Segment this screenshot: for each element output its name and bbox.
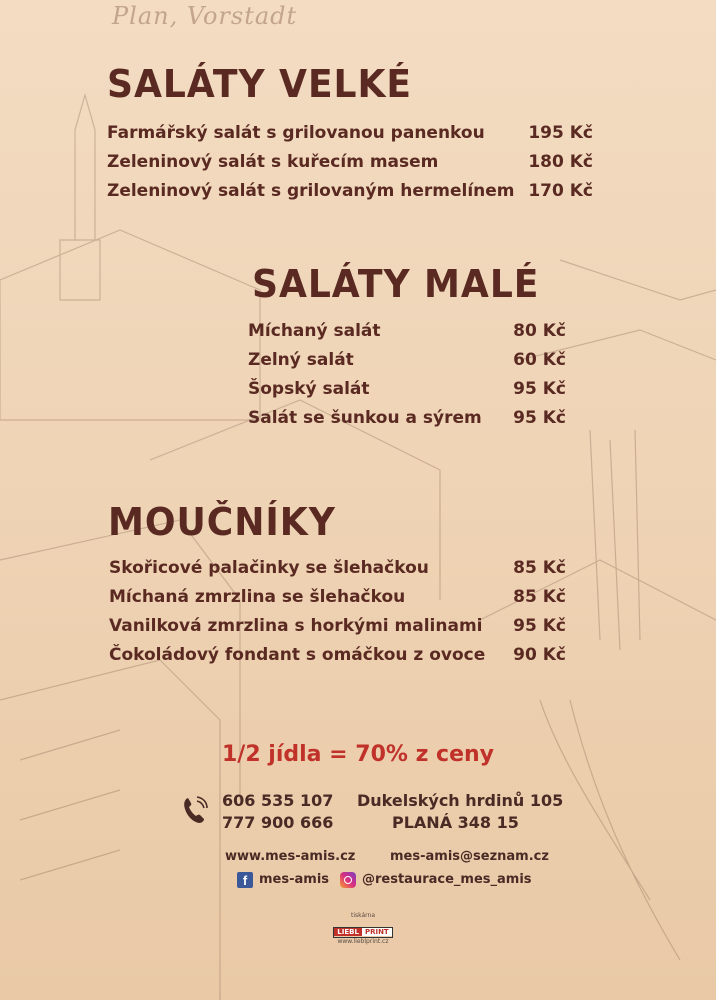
item-price: 85 Kč: [513, 587, 566, 607]
item-price: 180 Kč: [528, 152, 593, 172]
printer-url: www.lieblprint.cz: [337, 938, 389, 945]
menu-item: [109, 558, 566, 587]
menu-item: [248, 321, 566, 350]
email-link[interactable]: mes-amis@seznam.cz: [390, 849, 549, 864]
menu-item: [107, 152, 593, 181]
menu-item: [109, 616, 566, 645]
item-price: 170 Kč: [528, 181, 593, 201]
printer-logo: [333, 927, 392, 938]
menu-item: [248, 379, 566, 408]
menu-item: [107, 123, 593, 152]
instagram-link[interactable]: @restaurace_mes_amis: [362, 872, 532, 887]
phone-number-1[interactable]: 606 535 107: [222, 791, 334, 810]
item-name: Salát se šunkou a sýrem: [248, 408, 482, 428]
item-name: Šopský salát: [248, 379, 370, 399]
item-name: Zelný salát: [248, 350, 354, 370]
facebook-link[interactable]: mes-amis: [259, 872, 330, 887]
printer-logo-part-b: PRINT: [362, 928, 392, 936]
menu-list-salaty-velke: [107, 123, 593, 210]
item-name: Skořicové palačinky se šlehačkou: [109, 558, 429, 578]
phone-number-2[interactable]: 777 900 666: [222, 813, 334, 832]
item-name: Vanilková zmrzlina s horkými malinami: [109, 616, 483, 636]
menu-item: [248, 350, 566, 379]
item-name: Farmářský salát s grilovanou panenkou: [107, 123, 485, 143]
item-price: 60 Kč: [513, 350, 566, 370]
instagram-icon: [340, 872, 356, 888]
item-price: 95 Kč: [513, 616, 566, 636]
address-street: Dukelských hrdinů 105: [357, 791, 564, 810]
printer-logo-part-a: LIEBL: [334, 928, 362, 936]
address-city: PLANÁ 348 15: [392, 813, 519, 832]
background-caption: Plan, Vorstadt: [112, 2, 298, 30]
facebook-icon: f: [237, 872, 253, 888]
promo-half-portion: 1/2 jídla = 70% z ceny: [221, 742, 495, 767]
menu-item: [109, 645, 566, 674]
item-price: 90 Kč: [513, 645, 566, 665]
phone-icon: [182, 795, 208, 825]
menu-item: [107, 181, 593, 210]
website-link[interactable]: www.mes-amis.cz: [225, 849, 356, 864]
item-name: Míchaná zmrzlina se šlehačkou: [109, 587, 406, 607]
item-name: Zeleninový salát s grilovaným hermelínem: [107, 181, 515, 201]
item-name: Čokoládový fondant s omáčkou z ovoce: [109, 645, 486, 665]
item-price: 85 Kč: [513, 558, 566, 578]
item-price: 195 Kč: [528, 123, 593, 143]
item-price: 80 Kč: [513, 321, 566, 341]
item-price: 95 Kč: [513, 379, 566, 399]
menu-item: [248, 408, 566, 437]
section-title-moucniky: MOUČNÍKY: [108, 500, 336, 544]
item-name: Míchaný salát: [248, 321, 381, 341]
menu-item: [109, 587, 566, 616]
section-title-salaty-velke: SALÁTY VELKÉ: [107, 62, 413, 106]
printer-credit: [318, 912, 408, 945]
printer-label: tiskárna: [350, 912, 376, 919]
item-price: 95 Kč: [513, 408, 566, 428]
menu-list-salaty-male: [248, 321, 566, 437]
item-name: Zeleninový salát s kuřecím masem: [107, 152, 439, 172]
section-title-salaty-male: SALÁTY MALÉ: [252, 262, 540, 306]
menu-list-moucniky: [109, 558, 566, 674]
